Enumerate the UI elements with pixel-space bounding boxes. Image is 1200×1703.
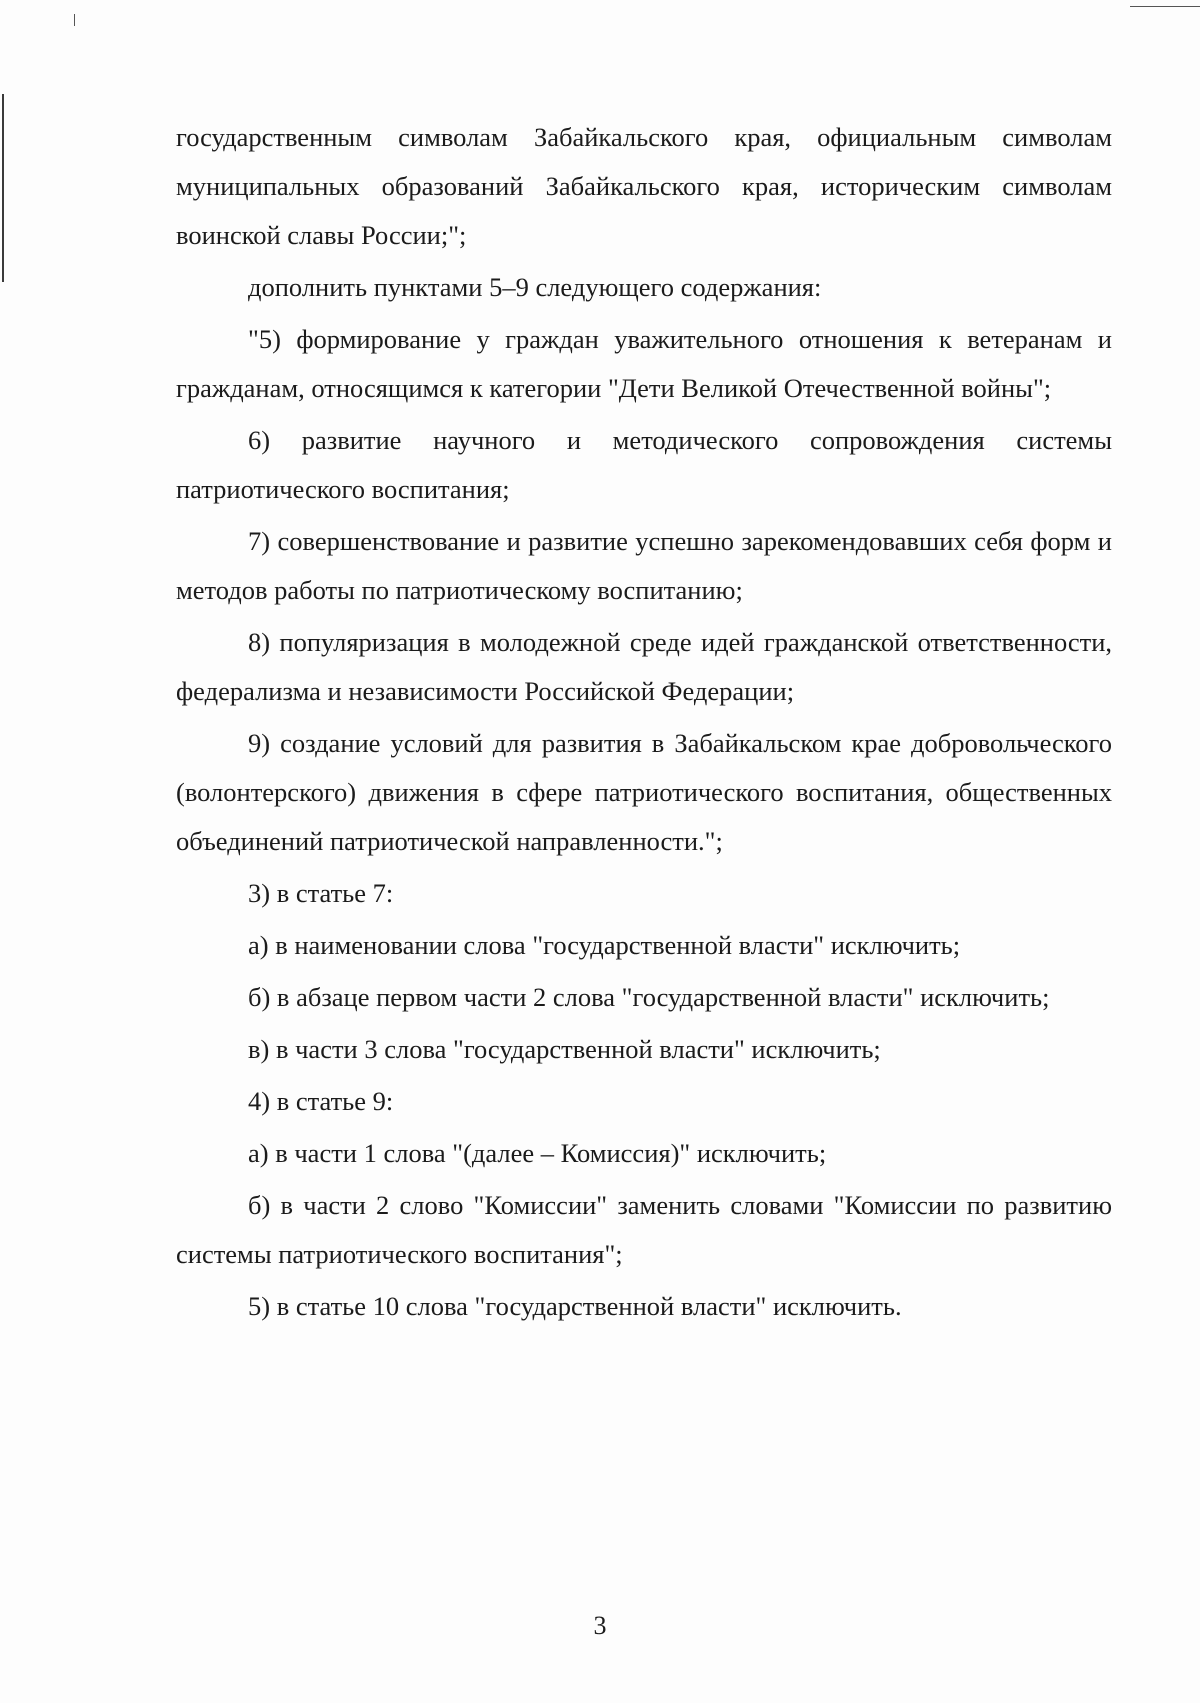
paragraph-2: дополнить пунктами 5–9 следующего содержания: — [248, 272, 822, 302]
document-body — [176, 113, 1112, 1334]
paragraph-11: в) в части 3 слова "государственной власти" исключить; — [248, 1034, 881, 1064]
paragraph-15: 5) в статье 10 слова "государственной власти" исключить. — [248, 1291, 902, 1321]
paragraph-4: 6) развитие научного и методического сопровождения системы патриотического воспитания; — [176, 425, 1112, 504]
paragraph-13: а) в части 1 слова "(далее – Комиссия)" исключить; — [248, 1138, 827, 1168]
paragraph-6: 8) популяризация в молодежной среде идей гражданской ответственности, федерализма и независимости Российской Федерации; — [176, 627, 1112, 706]
paragraph-7: 9) создание условий для развития в Забайкальском крае добровольческого (волонтерского) движения в сфере патриотического воспитания, общественных объединений патриотической направленности."; — [176, 728, 1112, 856]
paragraph-8: 3) в статье 7: — [248, 878, 394, 908]
paragraph-10: б) в абзаце первом части 2 слова "государственной власти" исключить; — [248, 982, 1050, 1012]
scan-corner-mark — [1130, 6, 1200, 7]
paragraph-3: "5) формирование у граждан уважительного отношения к ветеранам и гражданам, относящимся к категории "Дети Великой Отечественной войны"; — [176, 324, 1112, 403]
paragraph-5: 7) совершенствование и развитие успешно зарекомендовавших себя форм и методов работы по патриотическому воспитанию; — [176, 526, 1112, 605]
scan-tick-mark — [74, 14, 75, 26]
page-number: 3 — [593, 1611, 607, 1640]
scan-edge-mark — [2, 94, 4, 282]
paragraph-14: б) в части 2 слово "Комиссии" заменить словами "Комиссии по развитию системы патриотического воспитания"; — [176, 1190, 1112, 1269]
paragraph-12: 4) в статье 9: — [248, 1086, 394, 1116]
paragraph-1: государственным символам Забайкальского края, официальным символам муниципальных образований Забайкальского края, историческим символам воинской славы России;"; — [176, 122, 1112, 250]
paragraph-9: а) в наименовании слова "государственной власти" исключить; — [248, 930, 961, 960]
